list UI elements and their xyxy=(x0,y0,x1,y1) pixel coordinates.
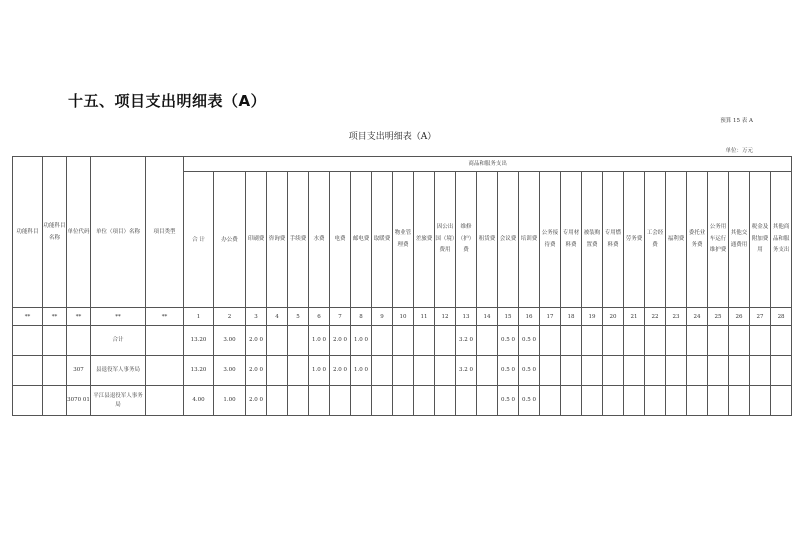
table-cell: 13.20 xyxy=(184,326,214,356)
table-row xyxy=(13,386,792,416)
table-cell xyxy=(582,326,603,356)
table-cell: 0.5 0 xyxy=(519,386,540,416)
index-cell: 25 xyxy=(708,308,729,326)
table-cell xyxy=(771,326,792,356)
col-water: 水费 xyxy=(309,172,330,308)
table-cell xyxy=(146,386,184,416)
table-cell xyxy=(477,326,498,356)
table-cell xyxy=(309,386,330,416)
index-cell: 13 xyxy=(456,308,477,326)
table-cell xyxy=(414,386,435,416)
table-body xyxy=(13,308,792,416)
col-repair: 维修（护）费 xyxy=(456,172,477,308)
table-cell xyxy=(13,386,43,416)
table-cell xyxy=(43,356,67,386)
table-cell: 3.2 0 xyxy=(456,356,477,386)
table-cell xyxy=(414,326,435,356)
index-cell: 2 xyxy=(214,308,246,326)
col-material: 专用材料费 xyxy=(561,172,582,308)
index-cell: ** xyxy=(146,308,184,326)
col-vehicle: 公务用车运行维护费 xyxy=(708,172,729,308)
table-cell xyxy=(603,386,624,416)
col-commission: 委托业务费 xyxy=(687,172,708,308)
table-cell xyxy=(645,356,666,386)
index-cell: 10 xyxy=(393,308,414,326)
index-cell: 19 xyxy=(582,308,603,326)
table-cell xyxy=(540,326,561,356)
table-cell xyxy=(435,356,456,386)
col-unit-code: 单位代码 xyxy=(67,157,91,308)
col-union: 工会经费 xyxy=(645,172,666,308)
table-cell: 13.20 xyxy=(184,356,214,386)
index-cell: 12 xyxy=(435,308,456,326)
table-cell xyxy=(687,386,708,416)
col-meeting: 会议费 xyxy=(498,172,519,308)
table-cell: 3.00 xyxy=(214,326,246,356)
index-cell: 22 xyxy=(645,308,666,326)
table-cell: 1.00 xyxy=(214,386,246,416)
table-cell: 4.00 xyxy=(184,386,214,416)
index-cell: 16 xyxy=(519,308,540,326)
table-cell: 合计 xyxy=(91,326,146,356)
col-heating: 取暖费 xyxy=(372,172,393,308)
table-cell xyxy=(393,386,414,416)
table-cell xyxy=(687,356,708,386)
table-cell: 2.0 0 xyxy=(246,356,267,386)
table-cell: 0.5 0 xyxy=(498,356,519,386)
col-training: 培训费 xyxy=(519,172,540,308)
table-cell xyxy=(771,386,792,416)
col-consult: 咨询费 xyxy=(267,172,288,308)
table-cell: 0.5 0 xyxy=(519,326,540,356)
table-cell xyxy=(708,326,729,356)
table-cell: 1.0 0 xyxy=(309,326,330,356)
table-cell xyxy=(603,356,624,386)
table-cell xyxy=(729,356,750,386)
col-electric: 电费 xyxy=(330,172,351,308)
col-fuel: 专用燃料费 xyxy=(603,172,624,308)
index-cell: 14 xyxy=(477,308,498,326)
col-func-name: 功能科目名称 xyxy=(43,157,67,308)
col-fee: 手续费 xyxy=(288,172,309,308)
table-cell xyxy=(729,326,750,356)
table-cell: 0.5 0 xyxy=(498,326,519,356)
table-cell xyxy=(351,386,372,416)
project-expenditure-table xyxy=(12,156,792,416)
index-cell: 27 xyxy=(750,308,771,326)
table-cell xyxy=(561,356,582,386)
index-cell: ** xyxy=(67,308,91,326)
index-cell: 3 xyxy=(246,308,267,326)
table-cell: 2.0 0 xyxy=(246,326,267,356)
table-cell xyxy=(288,326,309,356)
unit-label: 单位：万元 xyxy=(725,148,753,154)
table-cell xyxy=(582,386,603,416)
table-cell xyxy=(393,356,414,386)
col-project-type: 项目类型 xyxy=(146,157,184,308)
col-func-code: 功能科目 xyxy=(13,157,43,308)
table-cell xyxy=(477,386,498,416)
index-cell: ** xyxy=(43,308,67,326)
table-cell: 0.5 0 xyxy=(519,356,540,386)
table-cell: 2.0 0 xyxy=(330,326,351,356)
index-cell: 23 xyxy=(666,308,687,326)
table-cell xyxy=(372,326,393,356)
table-cell xyxy=(561,326,582,356)
table-cell: 县退役军人事务局 xyxy=(91,356,146,386)
col-total: 合 计 xyxy=(184,172,214,308)
col-office: 办公费 xyxy=(214,172,246,308)
table-cell xyxy=(561,386,582,416)
index-cell: ** xyxy=(13,308,43,326)
table-cell xyxy=(729,386,750,416)
col-abroad: 因公出国（境）费用 xyxy=(435,172,456,308)
table-cell xyxy=(146,356,184,386)
table-cell xyxy=(13,356,43,386)
col-rent: 租赁费 xyxy=(477,172,498,308)
col-labor: 劳务费 xyxy=(624,172,645,308)
table-cell xyxy=(666,356,687,386)
table-cell xyxy=(750,356,771,386)
table-cell xyxy=(267,356,288,386)
table-cell xyxy=(414,356,435,386)
table-cell xyxy=(624,356,645,386)
col-print: 印刷费 xyxy=(246,172,267,308)
table-cell xyxy=(540,356,561,386)
table-cell xyxy=(624,326,645,356)
table-cell xyxy=(624,386,645,416)
table-cell xyxy=(13,326,43,356)
col-clothing: 被装购置费 xyxy=(582,172,603,308)
table-cell xyxy=(43,326,67,356)
index-cell: 4 xyxy=(267,308,288,326)
table-cell xyxy=(456,386,477,416)
col-tax: 税金及附加费用 xyxy=(750,172,771,308)
table-cell xyxy=(708,386,729,416)
table-cell: 0.5 0 xyxy=(498,386,519,416)
index-cell: 21 xyxy=(624,308,645,326)
index-cell: 9 xyxy=(372,308,393,326)
table-cell xyxy=(435,326,456,356)
table-cell xyxy=(393,326,414,356)
table-cell xyxy=(267,326,288,356)
index-cell: 20 xyxy=(603,308,624,326)
index-cell: 26 xyxy=(729,308,750,326)
table-cell: 1.0 0 xyxy=(351,356,372,386)
index-cell: 17 xyxy=(540,308,561,326)
table-cell xyxy=(372,386,393,416)
form-number: 预算 15 表 A xyxy=(720,118,753,124)
table-cell xyxy=(708,356,729,386)
col-travel: 差旅费 xyxy=(414,172,435,308)
table-cell xyxy=(372,356,393,386)
table-cell xyxy=(666,386,687,416)
table-cell xyxy=(477,356,498,386)
table-cell xyxy=(687,326,708,356)
table-cell xyxy=(43,386,67,416)
table-row xyxy=(13,326,792,356)
table-cell xyxy=(750,386,771,416)
table-cell: 3.00 xyxy=(214,356,246,386)
col-other: 其他商品和服务支出 xyxy=(771,172,792,308)
table-cell xyxy=(771,356,792,386)
table-cell xyxy=(750,326,771,356)
index-cell: 7 xyxy=(330,308,351,326)
table-cell xyxy=(645,326,666,356)
table-cell xyxy=(67,326,91,356)
col-post: 邮电费 xyxy=(351,172,372,308)
table-cell xyxy=(435,386,456,416)
index-cell: 5 xyxy=(288,308,309,326)
table-cell xyxy=(540,386,561,416)
index-cell: ** xyxy=(91,308,146,326)
page-heading: 十五、项目支出明细表（A） xyxy=(68,92,267,110)
index-cell: 18 xyxy=(561,308,582,326)
table-cell: 307 xyxy=(67,356,91,386)
table-cell: 平江县退役军人事务局 xyxy=(91,386,146,416)
index-cell: 8 xyxy=(351,308,372,326)
table-cell: 3.2 0 xyxy=(456,326,477,356)
col-property: 物业管理费 xyxy=(393,172,414,308)
table-cell: 1.0 0 xyxy=(309,356,330,386)
index-cell: 11 xyxy=(414,308,435,326)
table-cell: 2.0 0 xyxy=(330,356,351,386)
table-cell: 1.0 0 xyxy=(351,326,372,356)
index-cell: 28 xyxy=(771,308,792,326)
col-unit-name: 单位（项目）名称 xyxy=(91,157,146,308)
table-cell xyxy=(288,386,309,416)
table-cell xyxy=(603,326,624,356)
table-cell xyxy=(288,356,309,386)
index-row xyxy=(13,308,792,326)
col-group-goods-services: 商品和服务支出 xyxy=(184,157,792,172)
table-row xyxy=(13,356,792,386)
table-cell xyxy=(666,326,687,356)
col-transport: 其他交通费用 xyxy=(729,172,750,308)
table-cell: 2.0 0 xyxy=(246,386,267,416)
table-title: 项目支出明细表（A） xyxy=(348,132,437,142)
table-cell xyxy=(267,386,288,416)
table-cell xyxy=(146,326,184,356)
index-cell: 6 xyxy=(309,308,330,326)
index-cell: 24 xyxy=(687,308,708,326)
table-cell xyxy=(645,386,666,416)
table-cell xyxy=(582,356,603,386)
col-welfare: 福利费 xyxy=(666,172,687,308)
table-cell xyxy=(330,386,351,416)
index-cell: 1 xyxy=(184,308,214,326)
col-reception: 公务接待费 xyxy=(540,172,561,308)
index-cell: 15 xyxy=(498,308,519,326)
table-cell: 3070 01 xyxy=(67,386,91,416)
